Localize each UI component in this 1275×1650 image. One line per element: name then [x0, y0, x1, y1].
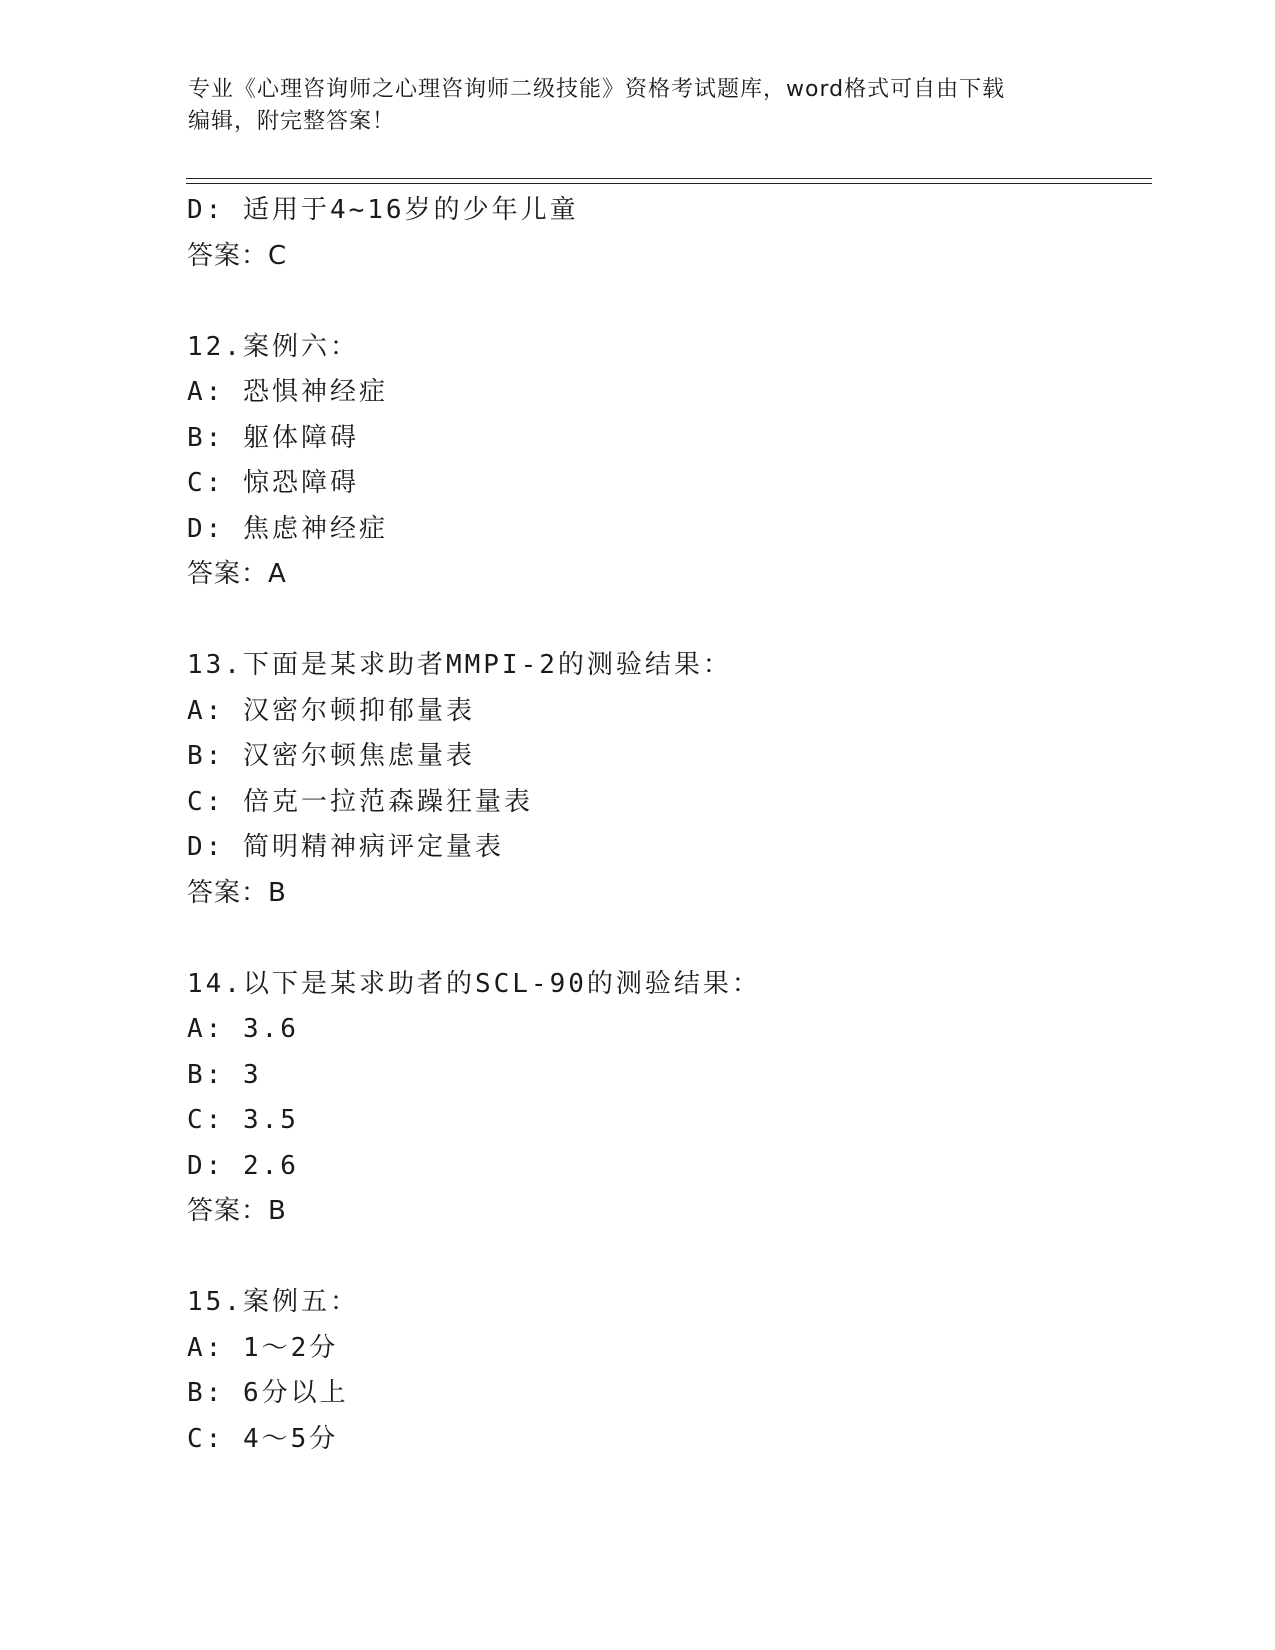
spacer — [187, 1235, 1147, 1281]
question-title: 14.以下是某求助者的SCL-90的测验结果： — [187, 968, 761, 999]
question-list — [187, 188, 1147, 1462]
header-line-2: 编辑，附完整答案！ — [188, 109, 396, 134]
option-c: C: 3.5 — [187, 1105, 299, 1135]
option-b: B: 3 — [187, 1059, 262, 1090]
option-c: C: 4～5分 — [187, 1423, 339, 1454]
option-b: B: 躯体障碍 — [187, 422, 359, 453]
option-b: B: 汉密尔顿焦虑量表 — [187, 741, 475, 771]
spacer — [187, 279, 1147, 325]
option-a: A: 恐惧神经症 — [187, 377, 388, 407]
option-c: C: 倍克一拉范森躁狂量表 — [187, 786, 533, 817]
option-a: A: 1～2分 — [187, 1332, 339, 1363]
option-b: B: 6分以上 — [187, 1378, 349, 1408]
question-block — [187, 1280, 1147, 1462]
option-d: D: 适用于4~16岁的少年儿童 — [187, 195, 579, 225]
answer-line: 答案：B — [187, 1196, 287, 1226]
header-divider-bottom — [186, 183, 1152, 184]
option-a: A: 3.6 — [187, 1014, 299, 1044]
question-title: 13.下面是某求助者MMPI-2的测验结果： — [187, 650, 732, 680]
question-title: 12.案例六： — [187, 331, 359, 362]
header-line-1: 专业《心理咨询师之心理咨询师二级技能》资格考试题库，word格式可自由下载 — [188, 77, 1006, 102]
document-header — [188, 74, 1088, 138]
spacer — [187, 916, 1147, 962]
option-d: D: 2.6 — [187, 1150, 299, 1181]
option-d: D: 焦虑神经症 — [187, 513, 388, 544]
question-block — [187, 962, 1147, 1235]
question-title: 15.案例五： — [187, 1287, 359, 1317]
option-a: A: 汉密尔顿抑郁量表 — [187, 695, 475, 726]
option-d: D: 简明精神病评定量表 — [187, 832, 504, 862]
answer-line: 答案：A — [187, 559, 287, 589]
question-block — [187, 643, 1147, 916]
option-c: C: 惊恐障碍 — [187, 468, 359, 498]
spacer — [187, 598, 1147, 644]
question-block — [187, 325, 1147, 598]
header-divider-top — [186, 178, 1152, 179]
answer-line: 答案：C — [187, 240, 288, 271]
answer-line: 答案：B — [187, 877, 287, 908]
